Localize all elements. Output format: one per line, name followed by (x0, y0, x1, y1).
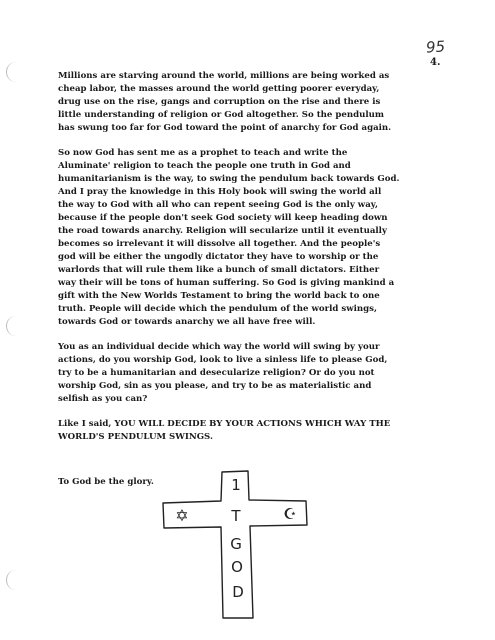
paragraph: Millions are starving around the world, millions are being worked as cheap labor, the masses around the world getting poorer everyday, drug use on the rise, gangs and corruption on the rise and there is little understanding of religion or God altogether. So the pendulum has swung too far for God toward the point of anarchy for God again. (58, 71, 392, 133)
body-text (58, 70, 438, 456)
typed-page-number: 4. (430, 57, 441, 68)
handwritten-page-number: 95 (425, 37, 446, 57)
paragraph: So now God has sent me as a prophet to teach and write the Aluminate' religion to teach the people one truth in God and humanitarianism is the way, to swing the pendulum back towards God. And I pray the knowledge in this Holy book will swing the world all the way to God with all who can repent seeing God is the only way, because if the people don't seek God society will keep heading down the road towards anarchy. Religion will secularize until it eventually becomes so irrelevant it will dissolve all together. And the people's god will be either the ungodly dictator they have to worship or the warlords that will rule them like a bunch of small dictators. Either way their will be tons of human suffering. So God is giving mankind a gift with the New Worlds Testament to bring the world back to one truth. People will decide which the pendulum of the world swings, towards God or towards anarchy we all have free will. (58, 148, 400, 327)
cross-letter: G (230, 535, 242, 553)
cross-drawing (160, 470, 330, 620)
paragraph: You as an individual decide which way the world will swing by your actions, do you worship God, look to live a sinless life to please God, try to be a humanitarian and desecularize religion? Or do you not worship God, sin as you please, and try to be as materialistic and selfish as you can? (58, 342, 388, 404)
cross-letter: O (231, 558, 243, 576)
cross-letter: 1 (231, 476, 241, 494)
cross-letter: T (231, 507, 241, 525)
binder-hole (6, 570, 21, 590)
cross-letter: D (232, 583, 244, 601)
star-of-david-icon: ✡ (175, 506, 189, 525)
binder-hole (6, 62, 21, 82)
crescent-star-icon: ☪ (283, 505, 297, 523)
closing-line: To God be the glory. (58, 477, 154, 487)
paragraph: Like I said, YOU WILL DECIDE BY YOUR ACTIONS WHICH WAY THE WORLD'S PENDULUM SWINGS. (58, 419, 391, 442)
binder-hole (6, 316, 21, 336)
